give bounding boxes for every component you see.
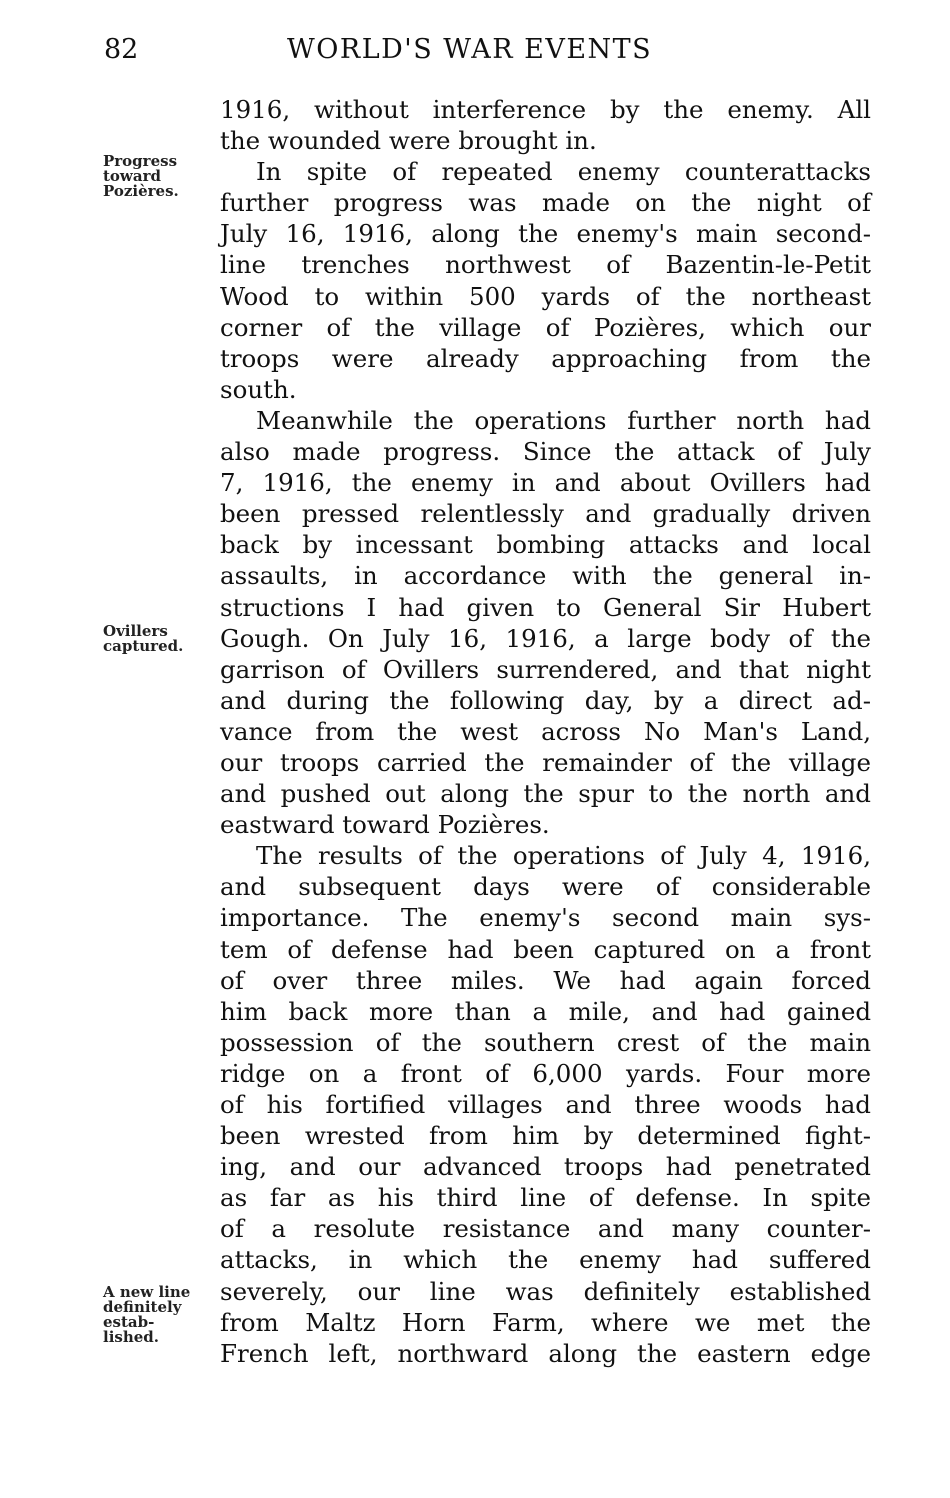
marginal-note-line: Progress: [103, 152, 178, 170]
text-line: been pressed relentlessly and gradually driven: [220, 499, 871, 529]
text-line: from Maltz Horn Farm, where we met the: [220, 1307, 871, 1337]
text-line: him back more than a mile, and had gained: [220, 996, 871, 1026]
text-line: as far as his third line of defense. In spite: [220, 1183, 871, 1213]
text-line: possession of the southern crest of the main: [220, 1027, 871, 1057]
marginal-note-ovillers-captured: [103, 624, 183, 654]
running-title: WORLD'S WAR EVENTS: [287, 34, 653, 65]
text-line: further progress was made on the night of: [220, 188, 871, 218]
text-line: assaults, in accordance with the general in-: [220, 561, 871, 591]
marginal-note-new-line-established: [103, 1285, 190, 1345]
text-line: south.: [220, 374, 297, 404]
body-text: [220, 94, 871, 1369]
text-line: and subsequent days were of considerable: [220, 872, 871, 902]
marginal-note-line: toward: [103, 167, 161, 185]
text-line: July 16, 1916, along the enemy's main second-: [220, 219, 871, 249]
text-line: Meanwhile the operations further north had: [256, 405, 871, 435]
page-header: [104, 34, 874, 74]
marginal-note-line: definitely: [103, 1298, 182, 1316]
marginal-note-line: Pozières.: [103, 182, 179, 200]
text-line: of a resolute resistance and many counter-: [220, 1214, 871, 1244]
text-line: corner of the village of Pozières, which our: [220, 312, 871, 342]
text-line: line trenches northwest of Bazentin-le-Petit: [220, 250, 871, 280]
marginal-note-line: lished.: [103, 1328, 160, 1346]
text-line: structions I had given to General Sir Hubert: [220, 592, 871, 622]
text-line: ing, and our advanced troops had penetrated: [220, 1152, 871, 1182]
text-line: importance. The enemy's second main sys-: [220, 903, 871, 933]
marginal-note-line: A new line: [103, 1283, 191, 1301]
marginal-note-line: captured.: [103, 637, 184, 655]
text-line: back by incessant bombing attacks and local: [220, 530, 871, 560]
text-line: Gough. On July 16, 1916, a large body of the: [220, 623, 871, 653]
marginal-note-line: estab-: [103, 1313, 155, 1331]
text-line: attacks, in which the enemy had suffered: [220, 1245, 871, 1275]
text-line: of his fortified villages and three woods had: [220, 1090, 871, 1119]
text-line: eastward toward Pozières.: [220, 810, 550, 840]
text-line: vance from the west across No Man's Land,: [220, 716, 871, 746]
text-line: tem of defense had been captured on a front: [220, 934, 871, 964]
text-line: our troops carried the remainder of the village: [220, 747, 871, 777]
text-line: ridge on a front of 6,000 yards. Four more: [220, 1058, 871, 1088]
text-line: Wood to within 500 yards of the northeast: [220, 281, 871, 311]
text-line: of over three miles. We had again forced: [220, 965, 871, 995]
text-line: the wounded were brought in.: [220, 126, 597, 156]
text-line: severely, our line was definitely established: [220, 1276, 871, 1306]
text-line: In spite of repeated enemy counterattacks: [256, 157, 871, 187]
marginal-note-line: Ovillers: [103, 622, 168, 640]
marginal-note-progress-toward-pozieres: [103, 154, 179, 199]
text-line: troops were already approaching from the: [220, 343, 871, 373]
text-line: and during the following day, by a direct ad-: [220, 685, 871, 715]
text-line: and pushed out along the spur to the north and: [220, 779, 871, 809]
text-line: garrison of Ovillers surrendered, and that night: [220, 654, 871, 684]
text-line: The results of the operations of July 4, 1916,: [256, 841, 871, 871]
text-line: 7, 1916, the enemy in and about Ovillers had: [220, 468, 871, 498]
text-line: 1916, without interference by the enemy. All: [220, 95, 871, 124]
page-number: 82: [104, 34, 139, 65]
text-line: also made progress. Since the attack of July: [220, 437, 871, 467]
text-line: French left, northward along the eastern edge: [220, 1338, 871, 1368]
text-line: been wrested from him by determined fight-: [220, 1121, 871, 1151]
